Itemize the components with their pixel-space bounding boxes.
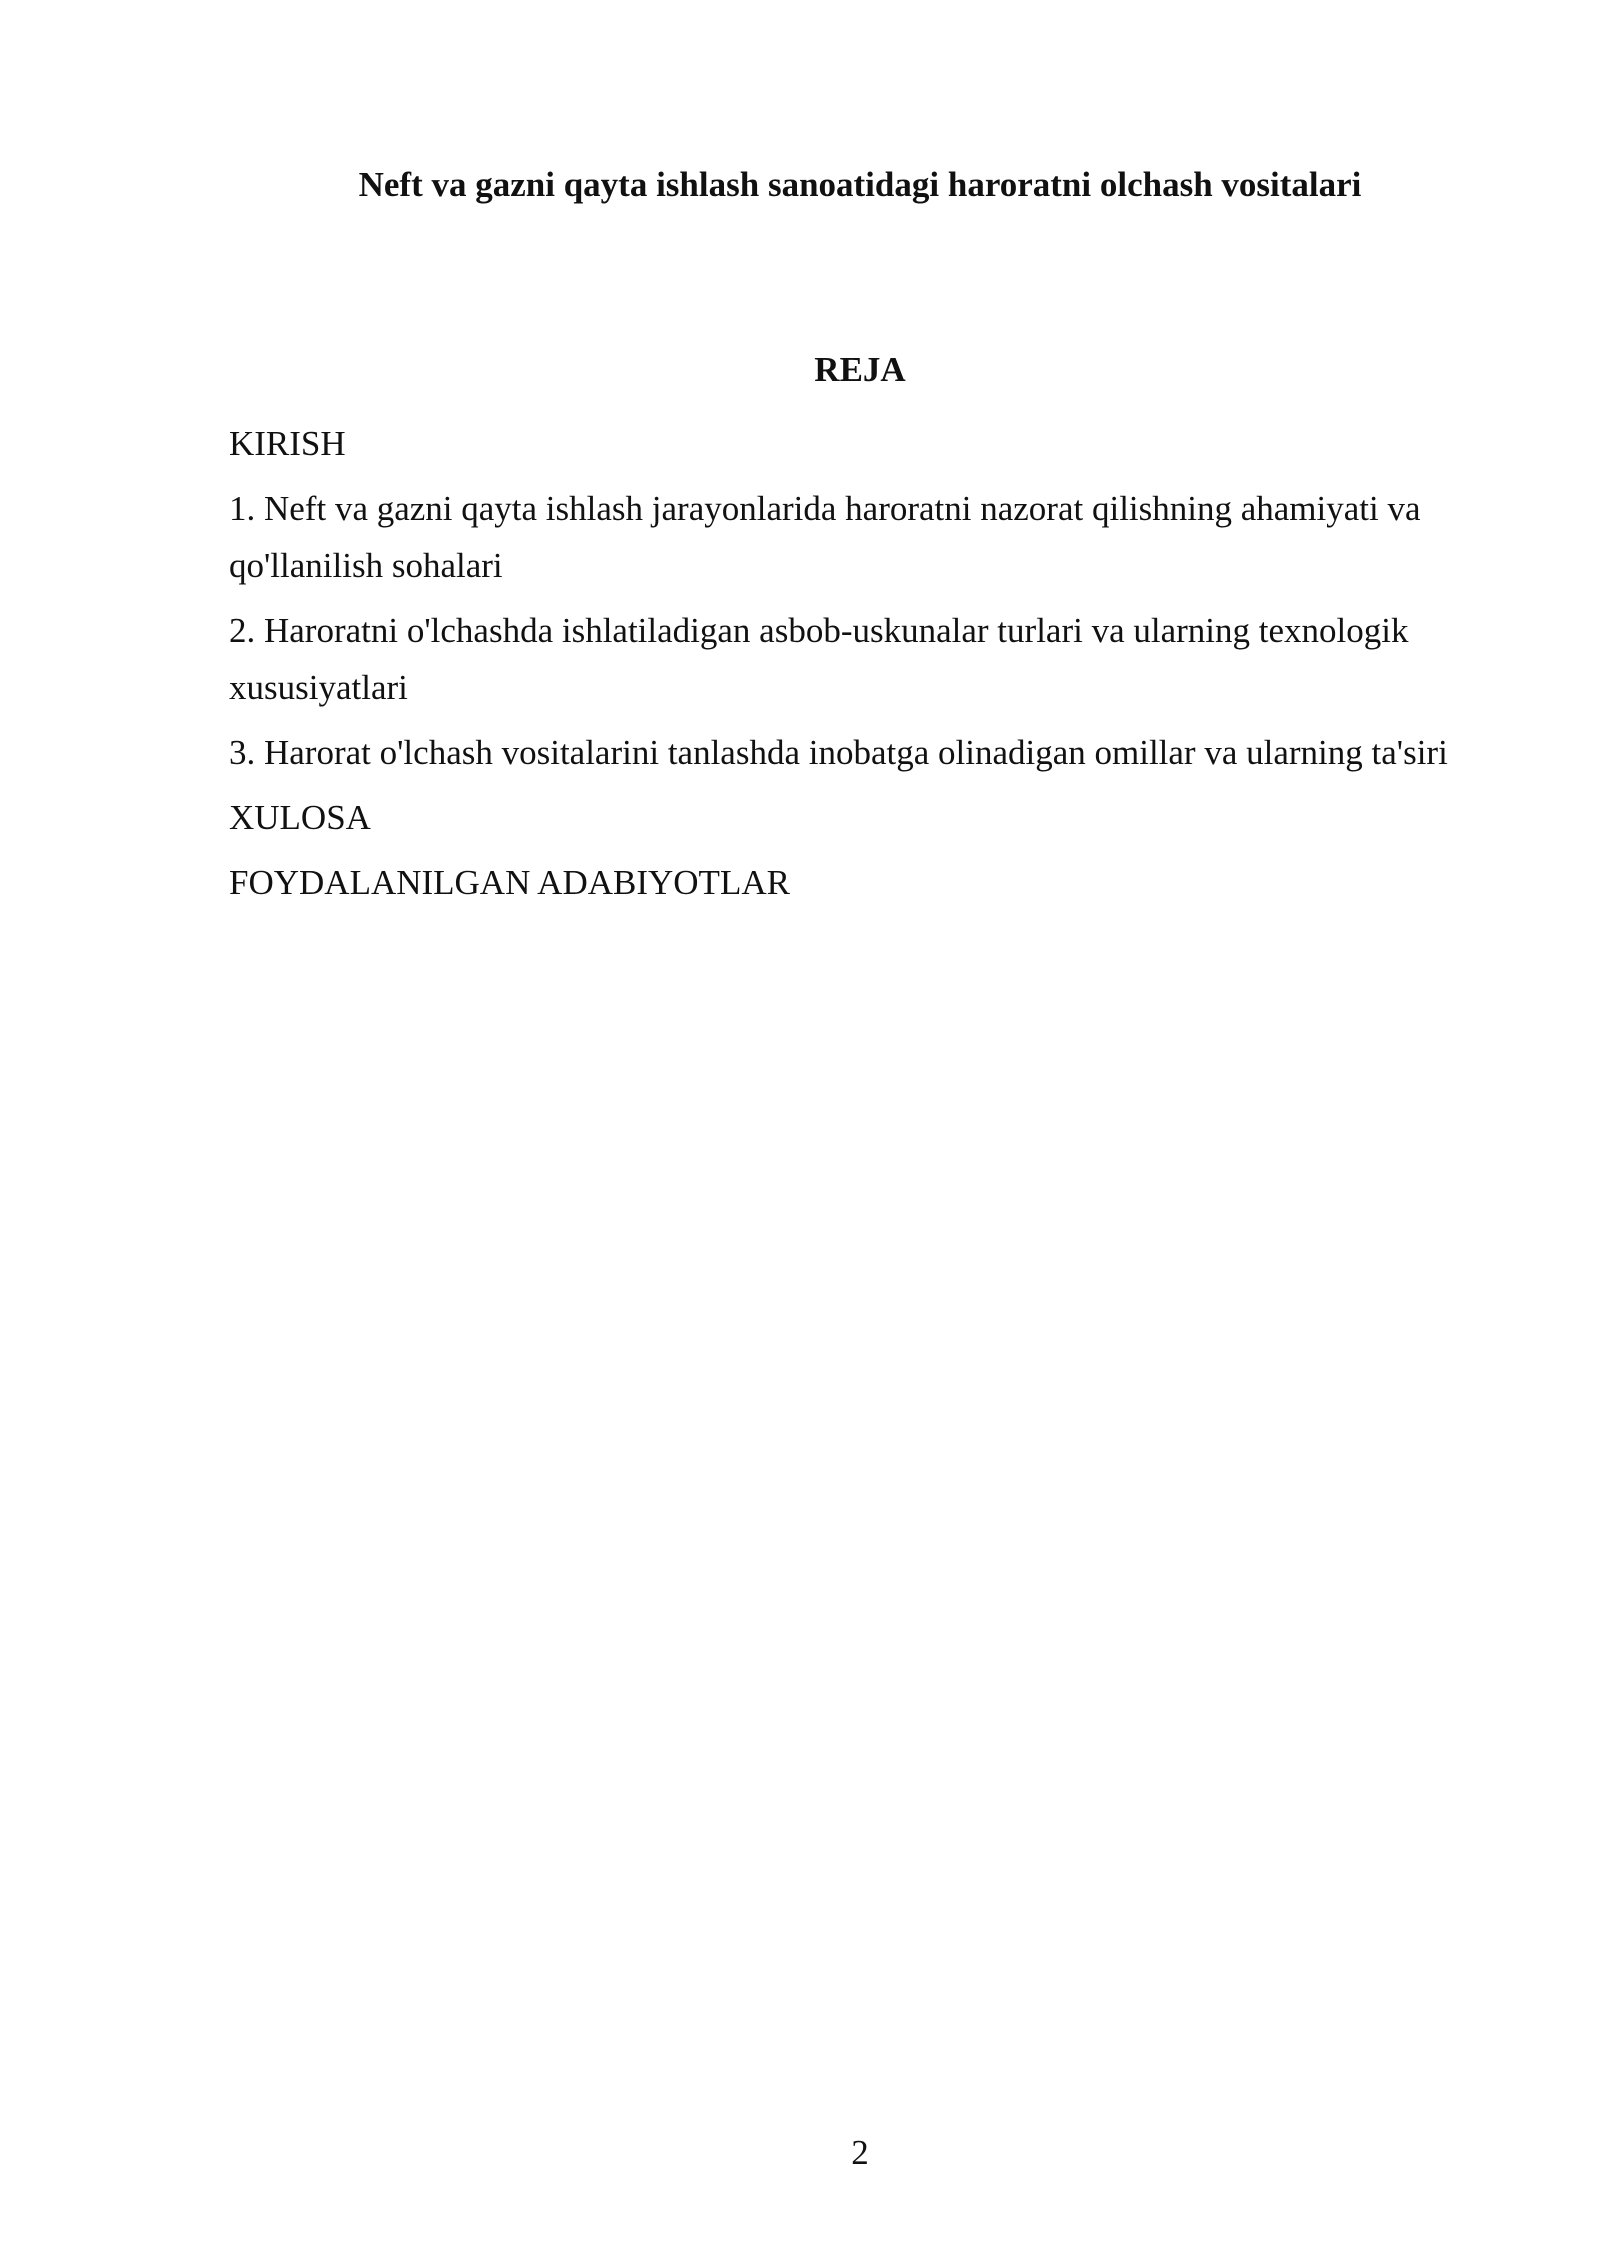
plan-item-3: 3. Harorat o'lchash vositalarini tanlashda inobatga olinadigan omillar va ularning ta'siri — [229, 733, 1448, 772]
plan-list — [229, 415, 1479, 919]
plan-item-references: FOYDALANILGAN ADABIYOTLAR — [229, 863, 790, 902]
plan-item-conclusion: XULOSA — [229, 798, 371, 837]
page-number: 2 — [851, 2133, 869, 2172]
plan-item-1: 1. Neft va gazni qayta ishlash jarayonlarida haroratni nazorat qilishning ahamiyati va qo'llanilish sohalari — [229, 489, 1421, 585]
plan-item-2: 2. Haroratni o'lchashda ishlatiladigan asbob-uskunalar turlari va ularning texnologik xususiyatlari — [229, 611, 1409, 707]
document-title: Neft va gazni qayta ishlash sanoatidagi haroratni olchash vositalari — [358, 165, 1362, 204]
plan-item-introduction: KIRISH — [229, 424, 346, 463]
plan-heading: REJA — [814, 350, 906, 389]
